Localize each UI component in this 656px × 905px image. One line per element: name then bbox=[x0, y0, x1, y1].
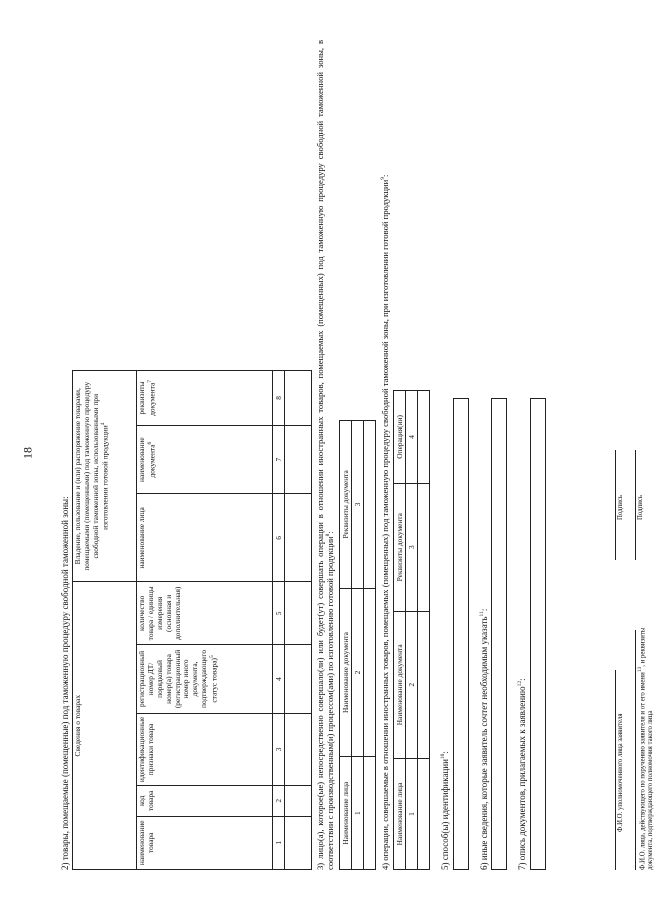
col-number: 2 bbox=[405, 611, 417, 758]
fio-rep-tail: , и реквизиты документа, подтверждающего полномочия такого лица bbox=[639, 627, 655, 870]
table-cell[interactable] bbox=[417, 483, 429, 611]
col-number: 5 bbox=[272, 582, 284, 645]
col-number: 3 bbox=[405, 483, 417, 611]
section3-text: 3) лицо(а), которое(ые) непосредственно совершало(ли) или будет(ут) совершать операции в отношении иностранных товаров, помещаемых (помещенных) под таможенную процедуру свободной таможенной зоны, в соответствии с производственным(и) процессом(ами) по изготовлению готовой продукции$^8$: bbox=[314, 40, 336, 870]
goods-table-group-row bbox=[72, 371, 136, 870]
col-header-registration-number bbox=[137, 645, 273, 713]
col-header-document-details: Реквизиты документа bbox=[340, 421, 352, 589]
section5-footnote: 10 bbox=[439, 753, 446, 760]
col-number: 4 bbox=[272, 645, 284, 713]
other-info-field[interactable] bbox=[491, 398, 507, 870]
col-header-document-details: Реквизиты документа bbox=[393, 483, 405, 611]
col-footnote: 5 bbox=[209, 655, 216, 659]
table-cell[interactable] bbox=[284, 371, 311, 426]
ownership-header-text: Владение, пользование и (или) распоряжение товарами, помещаемыми (помещенными) под таможенную процедуру свободной таможенной зоны, использованными при изготовлении готовой продукции bbox=[72, 381, 110, 571]
table-cell[interactable] bbox=[417, 391, 429, 484]
col-label: реквизиты документа bbox=[137, 381, 157, 416]
col-header-document-name: Наименование документа bbox=[340, 588, 352, 757]
col-header-person-name: Наименование лица bbox=[340, 757, 352, 870]
operations-table bbox=[393, 390, 430, 870]
col-header-goods-name bbox=[137, 816, 273, 869]
fio-authorized-line[interactable] bbox=[615, 670, 616, 870]
col-number: 2 bbox=[352, 588, 364, 757]
table-cell[interactable] bbox=[284, 816, 311, 869]
col-number: 1 bbox=[405, 758, 417, 869]
signature-line-1[interactable] bbox=[615, 450, 616, 560]
fio-rep-footnote: 13 bbox=[637, 666, 643, 673]
col-label: наименование товара bbox=[137, 820, 155, 866]
persons-table bbox=[339, 420, 376, 870]
col-number: 2 bbox=[272, 786, 284, 816]
col-label: идентификационные признаки товара bbox=[137, 716, 155, 783]
col-number: 6 bbox=[272, 494, 284, 582]
goods-table-header-row bbox=[137, 371, 273, 870]
col-header-operations: Операция(ии) bbox=[393, 391, 405, 484]
table-cell[interactable] bbox=[364, 588, 376, 757]
table-cell[interactable] bbox=[284, 713, 311, 785]
col-label: код товара bbox=[137, 790, 155, 812]
col-label: наименование документа bbox=[137, 437, 157, 482]
col-header-person-name: Наименование лица bbox=[393, 758, 405, 869]
col-header-document-name bbox=[137, 425, 273, 494]
table-cell[interactable] bbox=[417, 611, 429, 758]
section4-footnote: 9 bbox=[380, 177, 387, 180]
section6-footnote: 11 bbox=[478, 611, 485, 617]
section7-footnote: 12 bbox=[517, 680, 524, 687]
section4-body: 4) операции, совершаемые в отношении иностранных товаров, помещаемых (помещенных) под таможенную процедуру свободной таможенной зоны, при изготовлении готовой продукции bbox=[380, 179, 391, 870]
col-number: 3 bbox=[272, 713, 284, 785]
col-label: количество товара / единицы измерения (основная и дополнительная) bbox=[137, 586, 182, 641]
section4-text: 4) операции, совершаемые в отношении иностранных товаров, помещаемых (помещенных) под таможенную процедуру свободной таможенной зоны, при изготовлении готовой продукции$^9$: bbox=[380, 174, 391, 870]
goods-group-header: Сведения о товарах bbox=[72, 582, 136, 870]
col-label: регистрационный номер ДТ/ порядковый номер(а) товара (регистрационный номер иного документа, подтверждающего статус товара) bbox=[137, 649, 219, 709]
section7-label: 7) опись документов, прилагаемых к заявлению$^{12}$: bbox=[517, 678, 528, 870]
col-number: 3 bbox=[352, 421, 364, 589]
signature-caption-2: Подпись bbox=[637, 495, 644, 520]
table-cell[interactable] bbox=[284, 645, 311, 713]
col-number: 1 bbox=[352, 757, 364, 870]
goods-table-empty-row bbox=[284, 371, 311, 870]
identification-methods-field[interactable] bbox=[453, 398, 469, 870]
table-cell[interactable] bbox=[284, 425, 311, 494]
col-label: наименование лица bbox=[137, 507, 147, 569]
section5-label: 5) способ(ы) идентификации$^{10}$: bbox=[439, 751, 450, 870]
table-cell[interactable] bbox=[364, 421, 376, 589]
rotated-page-content bbox=[60, 40, 655, 870]
fio-representative-caption bbox=[637, 620, 656, 870]
section6-text: 6) иные сведения, которые заявитель сочтет необходимым указать bbox=[478, 616, 489, 870]
persons-table-number-row bbox=[352, 421, 364, 870]
col-number: 8 bbox=[272, 371, 284, 426]
operations-table-number-row bbox=[405, 391, 417, 870]
ownership-group-header bbox=[72, 371, 136, 582]
persons-table-header-row bbox=[340, 421, 352, 870]
col-header-document-name: Наименование документа bbox=[393, 611, 405, 758]
section3-footnote: 8 bbox=[325, 533, 332, 537]
col-header-person-name bbox=[137, 494, 273, 582]
documents-inventory-field[interactable] bbox=[530, 398, 546, 870]
section7-text: 7) опись документов, прилагаемых к заявлению bbox=[517, 686, 528, 870]
table-cell[interactable] bbox=[284, 786, 311, 816]
table-cell[interactable] bbox=[284, 582, 311, 645]
page-number: 18 bbox=[20, 447, 35, 459]
table-cell[interactable] bbox=[417, 758, 429, 869]
col-footnote: 7 bbox=[146, 380, 153, 383]
col-header-document-details bbox=[137, 371, 273, 426]
fio-representative-line[interactable] bbox=[635, 630, 636, 870]
section3-body: 3) лицо(а), которое(ые) непосредственно совершало(ли) или будет(ут) совершать операции в отношении иностранных товаров, помещаемых (помещенных) под таможенную процедуру свободной таможенной зоны, в соответствии с производственным(и) процессом(ами) по изготовлению готовой продукции bbox=[314, 40, 336, 870]
table-cell[interactable] bbox=[284, 494, 311, 582]
fio-rep-text: Ф.И.О. лица, действующего по поручению заявителя и от его имени bbox=[639, 672, 647, 870]
ownership-footnote: 4 bbox=[100, 422, 107, 426]
col-number: 4 bbox=[405, 391, 417, 484]
section6-label: 6) иные сведения, которые заявитель сочтет необходимым указать$^{11}$: bbox=[478, 608, 489, 870]
col-header-identification-features bbox=[137, 713, 273, 785]
section2-heading: 2) товары, помещаемые (помещенные) под таможенную процедуру свободной таможенной зоны: bbox=[60, 496, 70, 870]
col-number: 1 bbox=[272, 816, 284, 869]
section5-text: 5) способ(ы) идентификации bbox=[439, 759, 450, 870]
signature-line-2[interactable] bbox=[635, 450, 636, 560]
operations-table-empty-row bbox=[417, 391, 429, 870]
col-header-quantity bbox=[137, 582, 273, 645]
col-footnote: 6 bbox=[146, 441, 153, 445]
col-number: 7 bbox=[272, 425, 284, 494]
table-cell[interactable] bbox=[364, 757, 376, 870]
persons-table-empty-row bbox=[364, 421, 376, 870]
col-header-goods-code bbox=[137, 786, 273, 816]
signature-caption-1: Подпись bbox=[617, 495, 624, 520]
operations-table-header-row bbox=[393, 391, 405, 870]
goods-table bbox=[72, 370, 312, 870]
goods-table-number-row bbox=[272, 371, 284, 870]
fio-authorized-caption: Ф.И.О. уполномоченного лица заявителя bbox=[617, 713, 624, 832]
